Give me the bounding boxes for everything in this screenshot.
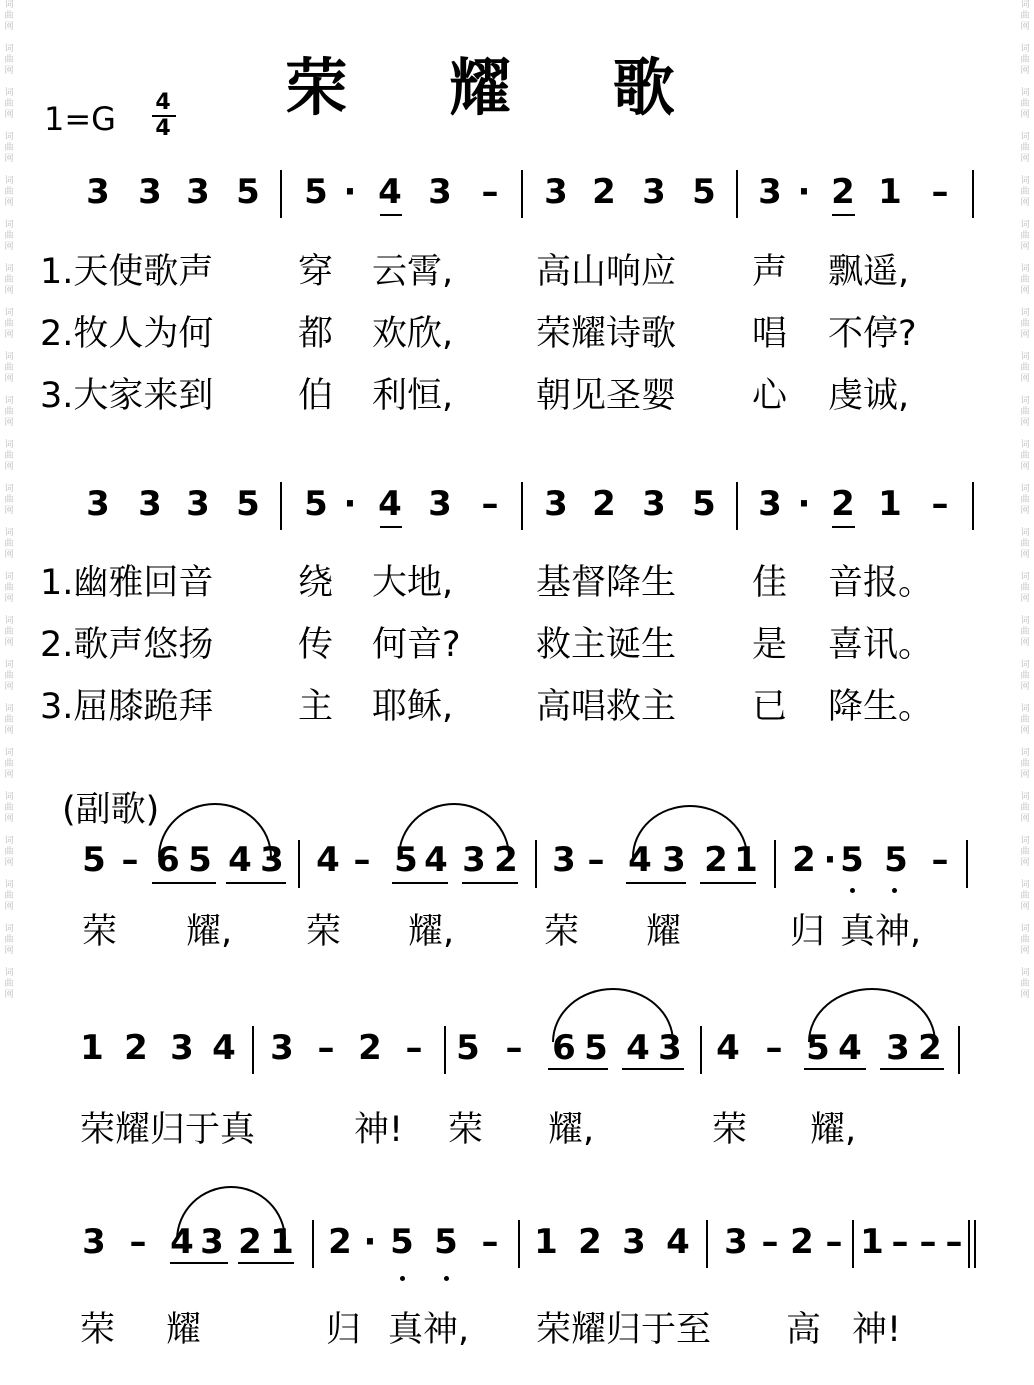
note-s5-19: 1	[860, 1222, 884, 1262]
lyric-v1-s1-1: 穿	[298, 252, 334, 292]
note-s2-13: 3	[758, 484, 782, 524]
lyric-v3-s2-0: 3.屈膝跪拜	[40, 687, 214, 727]
lyric-v3-s1-2: 利恒,	[372, 376, 454, 416]
note-s3-12: 3	[552, 840, 576, 880]
slur-s3-0	[158, 803, 272, 857]
note-s1-10: 2	[592, 172, 616, 212]
octave-dot-s5-0	[400, 1276, 405, 1281]
note-s2-6: 4	[378, 484, 402, 524]
note-s4-0: 1	[80, 1028, 104, 1068]
barline-s4-2	[700, 1026, 702, 1074]
key-signature: 1=G	[44, 100, 116, 138]
note-s4-15: –	[765, 1028, 783, 1068]
note-s3-21: 5	[884, 840, 908, 880]
lyric-v3-s2-4: 已	[752, 687, 788, 727]
note-s3-4: 4	[228, 840, 252, 880]
lyric-v1-s2-2: 大地,	[372, 563, 454, 603]
lyric-v2-s1-3: 荣耀诗歌	[536, 314, 677, 354]
note-s2-7: 3	[428, 484, 452, 524]
note-s2-2: 3	[186, 484, 210, 524]
note-s1-9: 3	[544, 172, 568, 212]
note-s5-10: –	[481, 1222, 499, 1262]
note-s3-13: –	[587, 840, 605, 880]
note-s1-4: 5	[304, 172, 328, 212]
note-s4-8: 5	[456, 1028, 480, 1068]
lyric-v1-s2-4: 佳	[752, 563, 788, 603]
slur-s4-1	[808, 988, 936, 1042]
note-s1-0: 3	[86, 172, 110, 212]
note-s3-20: 5	[840, 840, 864, 880]
lyric-v2-s2-2: 何音?	[372, 625, 461, 665]
note-s1-16: 1	[878, 172, 902, 212]
lyric-chorus-s5-5: 高	[786, 1310, 822, 1350]
lyric-chorus-s4-1: 神!	[354, 1110, 404, 1150]
note-s2-15: 2	[831, 484, 855, 524]
underline-s2-0	[380, 526, 402, 528]
lyric-v1-s2-3: 基督降生	[536, 563, 677, 603]
lyric-v2-s2-1: 传	[298, 625, 334, 665]
lyric-v3-s1-4: 心	[752, 376, 788, 416]
note-s4-6: 2	[358, 1028, 382, 1068]
note-s1-8: –	[481, 172, 499, 212]
note-s3-11: 2	[494, 840, 518, 880]
note-s1-1: 3	[138, 172, 162, 212]
lyric-chorus-s3-6: 归	[790, 912, 826, 952]
underline-s3-3	[462, 882, 518, 884]
lyric-chorus-s3-1: 耀,	[186, 912, 233, 952]
underline-s3-1	[226, 882, 286, 884]
note-s4-9: –	[505, 1028, 523, 1068]
note-s4-10: 6	[552, 1028, 576, 1068]
barline-s5-5	[974, 1220, 976, 1268]
note-s1-6: 4	[378, 172, 402, 212]
note-s3-5: 3	[260, 840, 284, 880]
note-s2-0: 3	[86, 484, 110, 524]
note-s4-13: 3	[658, 1028, 682, 1068]
underline-s3-2	[392, 882, 448, 884]
note-s2-9: 3	[544, 484, 568, 524]
note-s5-14: 4	[666, 1222, 690, 1262]
note-s1-7: 3	[428, 172, 452, 212]
note-s5-7: ·	[363, 1222, 377, 1262]
note-s1-11: 3	[642, 172, 666, 212]
note-s5-3: 3	[200, 1222, 224, 1262]
note-s2-14: ·	[797, 484, 811, 524]
lyric-v3-s2-2: 耶稣,	[372, 687, 454, 727]
lyric-chorus-s3-4: 荣	[544, 912, 580, 952]
barline-s3-1	[535, 840, 537, 888]
lyric-v1-s1-4: 声	[752, 252, 788, 292]
barline-s4-0	[252, 1026, 254, 1074]
note-s1-5: ·	[343, 172, 357, 212]
lyric-v1-s1-0: 1.天使歌声	[40, 252, 214, 292]
note-s5-16: –	[761, 1222, 779, 1262]
note-s4-4: 3	[270, 1028, 294, 1068]
note-s1-13: 3	[758, 172, 782, 212]
lyric-v3-s2-3: 高唱救主	[536, 687, 677, 727]
lyric-v1-s2-0: 1.幽雅回音	[40, 563, 214, 603]
lyric-chorus-s4-2: 荣	[448, 1110, 484, 1150]
lyric-v3-s1-3: 朝见圣婴	[536, 376, 677, 416]
note-s4-19: 2	[918, 1028, 942, 1068]
lyric-v2-s2-3: 救主诞生	[536, 625, 677, 665]
lyric-v1-s1-3: 高山响应	[536, 252, 677, 292]
lyric-chorus-s3-7: 真神,	[840, 912, 922, 952]
underline-s4-0	[548, 1068, 608, 1070]
watermark-left: 词 曲 网 词 曲 网 词 曲 网 词 曲 网 词 曲 网 词 曲 网 词 曲 网 词 曲 网 词 曲 网 词 曲 网 词 曲 网 词 曲 网 词 曲 网 词 曲 网 词 曲 网 词 曲 网 词 曲 网 词 曲 网 词 曲 网 词 曲 网 词 曲 网 词 曲 网 词 曲 网	[4, 0, 14, 1000]
note-s3-1: –	[121, 840, 139, 880]
slur-s4-0	[552, 988, 674, 1042]
note-s2-11: 3	[642, 484, 666, 524]
lyric-v1-s2-1: 绕	[298, 563, 334, 603]
note-s1-3: 5	[236, 172, 260, 212]
barline-s1-0	[280, 170, 282, 218]
barline-s5-1	[518, 1220, 520, 1268]
underline-s3-4	[626, 882, 686, 884]
note-s2-1: 3	[138, 484, 162, 524]
note-s4-14: 4	[716, 1028, 740, 1068]
barline-s1-2	[736, 170, 738, 218]
underline-s4-1	[622, 1068, 684, 1070]
note-s2-12: 5	[692, 484, 716, 524]
note-s3-17: 1	[734, 840, 758, 880]
note-s4-2: 3	[170, 1028, 194, 1068]
note-s4-3: 4	[212, 1028, 236, 1068]
lyric-chorus-s5-1: 耀	[166, 1310, 202, 1350]
slur-s3-1	[398, 803, 510, 857]
lyric-v2-s2-5: 喜讯。	[828, 625, 934, 665]
note-s2-16: 1	[878, 484, 902, 524]
lyric-v3-s2-1: 主	[298, 687, 334, 727]
note-s1-17: –	[931, 172, 949, 212]
lyric-chorus-s3-3: 耀,	[408, 912, 455, 952]
note-s3-10: 3	[462, 840, 486, 880]
underline-s4-2	[804, 1068, 866, 1070]
underline-s1-0	[380, 214, 402, 216]
barline-s2-2	[736, 482, 738, 530]
lyric-chorus-s3-5: 耀	[646, 912, 682, 952]
lyric-chorus-s5-6: 神!	[852, 1310, 902, 1350]
note-s2-17: –	[931, 484, 949, 524]
time-top: 4	[155, 90, 171, 115]
note-s4-18: 3	[886, 1028, 910, 1068]
note-s5-4: 2	[238, 1222, 262, 1262]
barline-s4-3	[958, 1026, 960, 1074]
note-s4-11: 5	[584, 1028, 608, 1068]
barline-s2-0	[280, 482, 282, 530]
underline-s5-0	[170, 1262, 228, 1264]
note-s5-12: 2	[578, 1222, 602, 1262]
note-s5-22: –	[945, 1222, 963, 1262]
note-s3-15: 3	[662, 840, 686, 880]
note-s5-17: 2	[790, 1222, 814, 1262]
note-s3-2: 6	[156, 840, 180, 880]
barline-s3-2	[774, 840, 776, 888]
octave-dot-s5-1	[444, 1276, 449, 1281]
lyric-chorus-s5-0: 荣	[80, 1310, 116, 1350]
slur-s3-2	[632, 805, 748, 857]
lyric-v2-s1-2: 欢欣,	[372, 314, 454, 354]
lyric-v2-s2-0: 2.歌声悠扬	[40, 625, 214, 665]
underline-s4-3	[880, 1068, 944, 1070]
note-s5-2: 4	[170, 1222, 194, 1262]
note-s4-5: –	[317, 1028, 335, 1068]
lyric-chorus-s3-2: 荣	[306, 912, 342, 952]
note-s2-4: 5	[304, 484, 328, 524]
note-s4-17: 4	[838, 1028, 862, 1068]
barline-s5-2	[706, 1220, 708, 1268]
note-s5-8: 5	[390, 1222, 414, 1262]
lyric-v3-s1-0: 3.大家来到	[40, 376, 214, 416]
note-s5-1: –	[129, 1222, 147, 1262]
lyric-v2-s1-1: 都	[298, 314, 334, 354]
note-s5-20: –	[891, 1222, 909, 1262]
octave-dot-s3-1	[892, 888, 897, 893]
lyric-v1-s1-5: 飘遥,	[828, 252, 910, 292]
underline-s1-1	[832, 214, 855, 216]
lyric-v2-s1-5: 不停?	[828, 314, 917, 354]
note-s1-15: 2	[831, 172, 855, 212]
note-s2-5: ·	[343, 484, 357, 524]
note-s4-12: 4	[626, 1028, 650, 1068]
note-s2-3: 5	[236, 484, 260, 524]
lyric-v2-s2-4: 是	[752, 625, 788, 665]
note-s2-10: 2	[592, 484, 616, 524]
lyric-v1-s1-2: 云霄,	[372, 252, 454, 292]
note-s3-9: 4	[424, 840, 448, 880]
note-s5-21: –	[919, 1222, 937, 1262]
note-s1-12: 5	[692, 172, 716, 212]
note-s4-1: 2	[124, 1028, 148, 1068]
note-s3-14: 4	[628, 840, 652, 880]
lyric-chorus-s5-3: 真神,	[388, 1310, 470, 1350]
underline-s3-5	[700, 882, 756, 884]
song-title: 荣 耀 歌	[285, 51, 715, 124]
barline-s4-1	[444, 1026, 446, 1074]
octave-dot-s3-0	[850, 888, 855, 893]
note-s3-3: 5	[188, 840, 212, 880]
lyric-v3-s1-5: 虔诚,	[828, 376, 910, 416]
slur-s5-0	[176, 1186, 286, 1240]
lyric-chorus-s4-5: 耀,	[810, 1110, 857, 1150]
time-signature	[152, 92, 176, 140]
note-s5-13: 3	[622, 1222, 646, 1262]
lyric-v1-s2-5: 音报。	[828, 563, 934, 603]
lyric-chorus-s4-4: 荣	[712, 1110, 748, 1150]
underline-s3-0	[152, 882, 216, 884]
chorus-label: (副歌)	[62, 790, 160, 830]
note-s3-18: 2	[792, 840, 816, 880]
note-s5-11: 1	[534, 1222, 558, 1262]
note-s5-15: 3	[724, 1222, 748, 1262]
barline-s5-0	[312, 1220, 314, 1268]
barline-s2-3	[972, 482, 974, 530]
note-s2-8: –	[481, 484, 499, 524]
barline-s5-3	[852, 1220, 854, 1268]
note-s3-7: –	[353, 840, 371, 880]
lyric-v2-s1-4: 唱	[752, 314, 788, 354]
note-s4-16: 5	[806, 1028, 830, 1068]
note-s3-6: 4	[316, 840, 340, 880]
barline-s3-0	[298, 840, 300, 888]
lyric-chorus-s4-3: 耀,	[548, 1110, 595, 1150]
underline-s2-1	[832, 526, 855, 528]
note-s3-0: 5	[82, 840, 106, 880]
lyric-chorus-s5-4: 荣耀归于至	[536, 1310, 712, 1350]
barline-s5-4	[968, 1220, 970, 1268]
watermark-right: 词 曲 网 词 曲 网 词 曲 网 词 曲 网 词 曲 网 词 曲 网 词 曲 网 词 曲 网 词 曲 网 词 曲 网 词 曲 网 词 曲 网 词 曲 网 词 曲 网 词 曲 网 词 曲 网 词 曲 网 词 曲 网 词 曲 网 词 曲 网 词 曲 网 词 曲 网 词 曲 网	[1020, 0, 1030, 1000]
lyric-chorus-s3-0: 荣	[82, 912, 118, 952]
note-s5-0: 3	[82, 1222, 106, 1262]
lyric-chorus-s5-2: 归	[326, 1310, 362, 1350]
note-s3-8: 5	[394, 840, 418, 880]
note-s3-22: –	[931, 840, 949, 880]
note-s5-6: 2	[328, 1222, 352, 1262]
note-s3-19: ·	[823, 840, 837, 880]
note-s5-18: –	[825, 1222, 843, 1262]
note-s1-14: ·	[797, 172, 811, 212]
note-s5-9: 5	[434, 1222, 458, 1262]
lyric-v2-s1-0: 2.牧人为何	[40, 314, 214, 354]
barline-s3-3	[966, 840, 968, 888]
note-s3-16: 2	[704, 840, 728, 880]
lyric-v3-s1-1: 伯	[298, 376, 334, 416]
lyric-v3-s2-5: 降生。	[828, 687, 934, 727]
lyric-chorus-s4-0: 荣耀归于真	[80, 1110, 256, 1150]
barline-s1-3	[972, 170, 974, 218]
note-s5-5: 1	[270, 1222, 294, 1262]
underline-s5-1	[238, 1262, 294, 1264]
time-bottom: 4	[155, 116, 171, 141]
note-s4-7: –	[405, 1028, 423, 1068]
barline-s2-1	[521, 482, 523, 530]
note-s1-2: 3	[186, 172, 210, 212]
barline-s1-1	[521, 170, 523, 218]
